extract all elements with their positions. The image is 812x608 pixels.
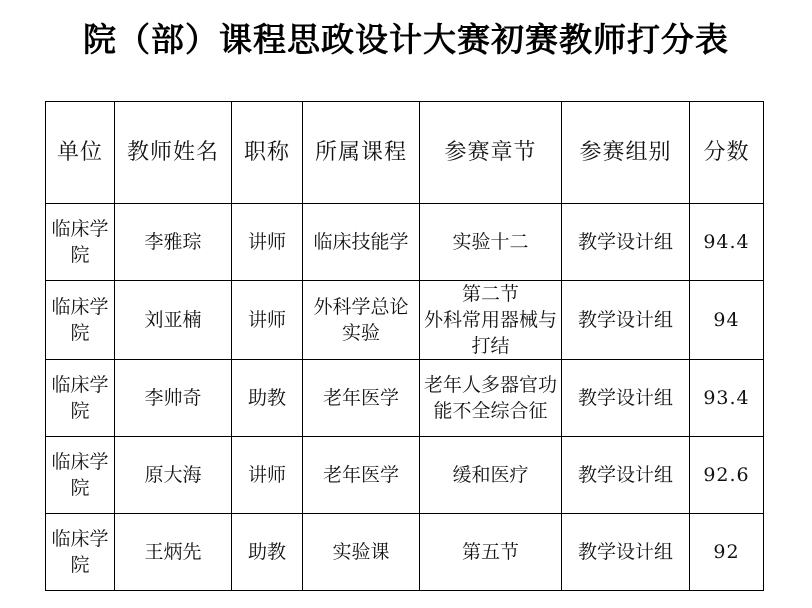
header-score: 分数	[690, 102, 764, 204]
cell-score: 92.6	[690, 437, 764, 514]
cell-unit: 临床学院	[46, 360, 115, 437]
header-chapter: 参赛章节	[420, 102, 562, 204]
cell-group: 教学设计组	[562, 281, 690, 360]
cell-chapter: 缓和医疗	[420, 437, 562, 514]
cell-course: 老年医学	[303, 437, 420, 514]
table-row	[46, 437, 764, 514]
cell-title: 讲师	[232, 437, 303, 514]
cell-score: 94	[690, 281, 764, 360]
cell-teacher-name: 李帅奇	[115, 360, 232, 437]
table-row	[46, 204, 764, 281]
page-title: 院（部）课程思政设计大赛初赛教师打分表	[83, 20, 729, 59]
cell-unit: 临床学院	[46, 514, 115, 591]
cell-teacher-name: 原大海	[115, 437, 232, 514]
header-row	[46, 102, 764, 204]
cell-unit: 临床学院	[46, 437, 115, 514]
cell-chapter: 第二节 外科常用器械与打结	[420, 281, 562, 360]
cell-group: 教学设计组	[562, 204, 690, 281]
header-unit: 单位	[46, 102, 115, 204]
cell-group: 教学设计组	[562, 360, 690, 437]
header-title: 职称	[232, 102, 303, 204]
cell-teacher-name: 刘亚楠	[115, 281, 232, 360]
cell-course: 实验课	[303, 514, 420, 591]
header-group: 参赛组别	[562, 102, 690, 204]
table-row	[46, 360, 764, 437]
cell-teacher-name: 李雅琮	[115, 204, 232, 281]
cell-unit: 临床学院	[46, 204, 115, 281]
cell-unit: 临床学院	[46, 281, 115, 360]
cell-score: 92	[690, 514, 764, 591]
cell-teacher-name: 王炳先	[115, 514, 232, 591]
table-row	[46, 281, 764, 360]
cell-title: 助教	[232, 360, 303, 437]
header-teacher-name: 教师姓名	[115, 102, 232, 204]
score-table	[45, 101, 764, 591]
cell-course: 老年医学	[303, 360, 420, 437]
cell-group: 教学设计组	[562, 514, 690, 591]
cell-chapter: 第五节	[420, 514, 562, 591]
cell-chapter: 实验十二	[420, 204, 562, 281]
header-course: 所属课程	[303, 102, 420, 204]
cell-group: 教学设计组	[562, 437, 690, 514]
table-row	[46, 514, 764, 591]
cell-course: 外科学总论实验	[303, 281, 420, 360]
cell-title: 助教	[232, 514, 303, 591]
cell-score: 94.4	[690, 204, 764, 281]
cell-title: 讲师	[232, 204, 303, 281]
cell-course: 临床技能学	[303, 204, 420, 281]
cell-title: 讲师	[232, 281, 303, 360]
cell-chapter: 老年人多器官功能不全综合征	[420, 360, 562, 437]
cell-score: 93.4	[690, 360, 764, 437]
